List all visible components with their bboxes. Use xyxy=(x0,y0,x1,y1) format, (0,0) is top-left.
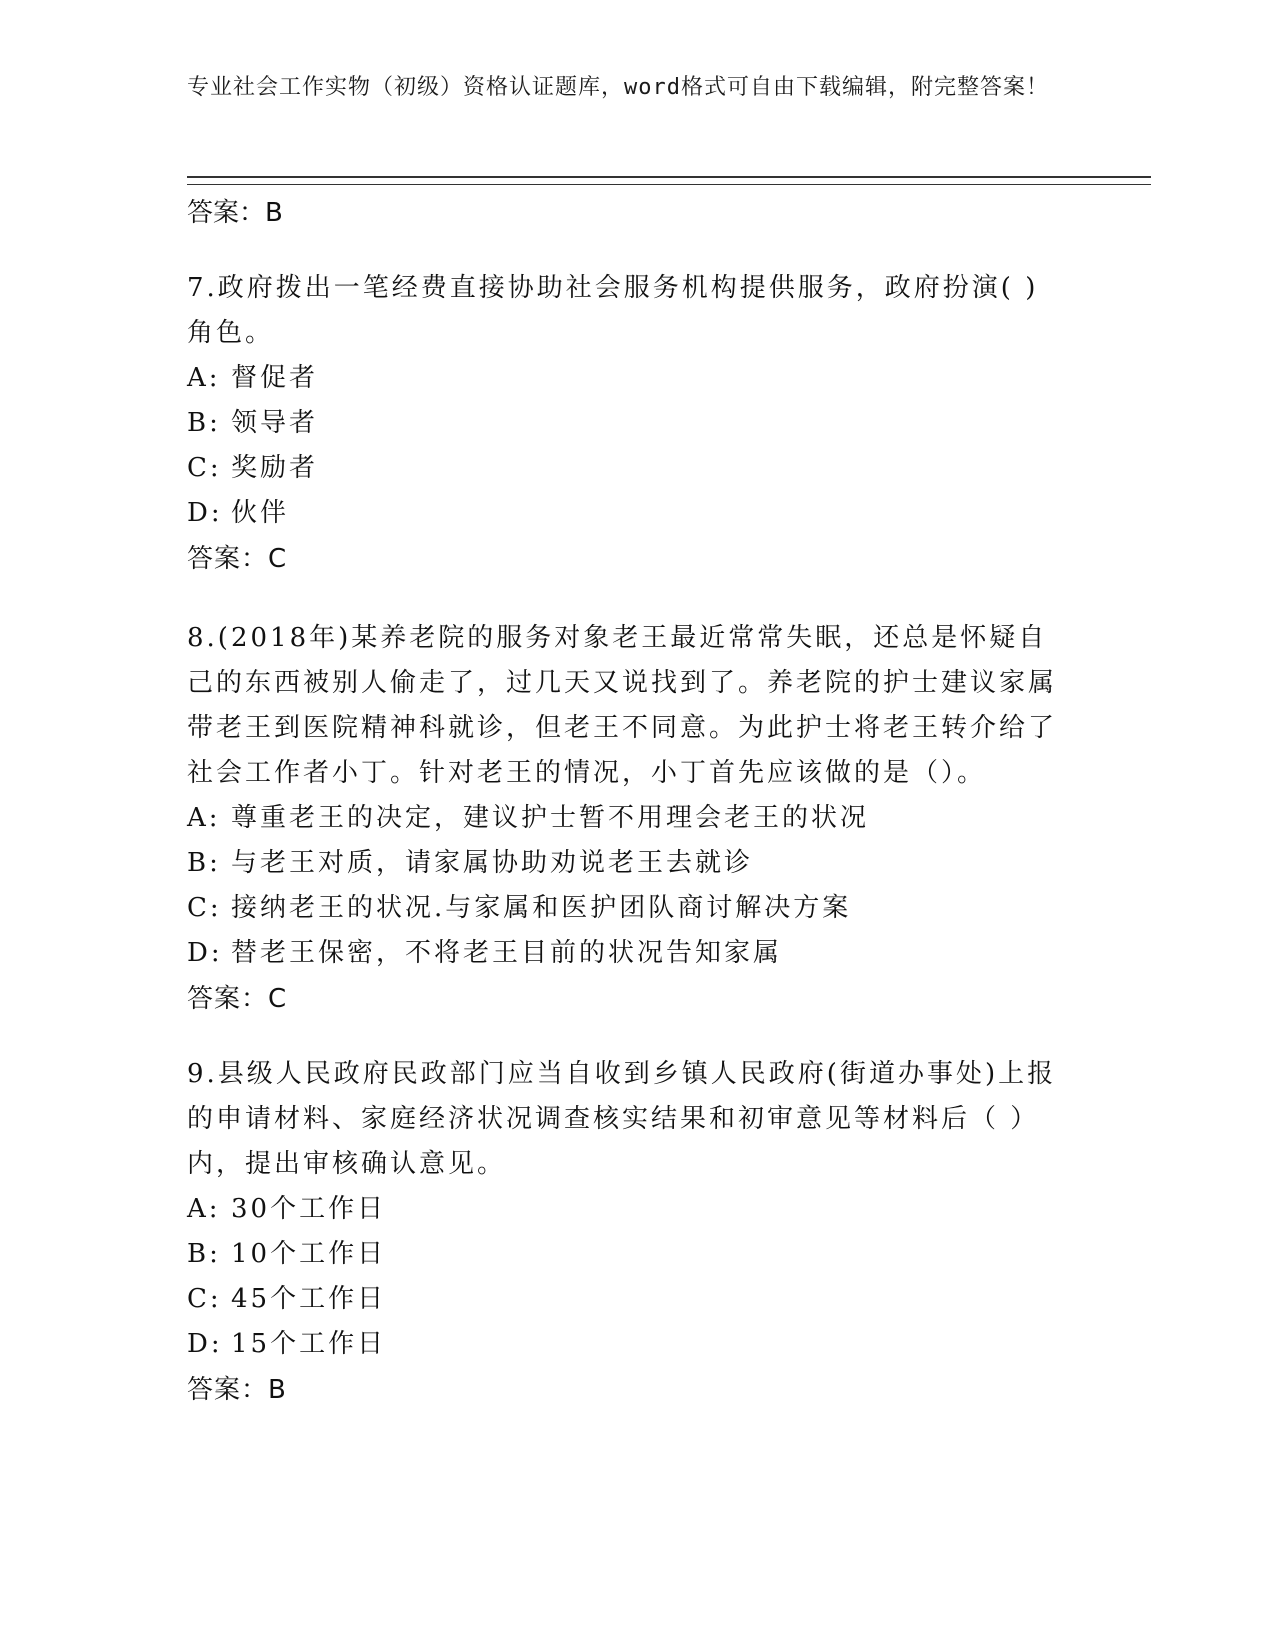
option-text: 接纳老王的状况.与家属和医护团队商讨解决方案 xyxy=(231,893,852,923)
option-key: D: xyxy=(187,498,223,528)
option-d xyxy=(187,931,1067,976)
header-divider xyxy=(187,176,1151,185)
option-key: B: xyxy=(187,1239,221,1269)
header-text: 专业社会工作实物（初级）资格认证题库，word格式可自由下载编辑，附完整答案！ xyxy=(187,75,1049,100)
option-text: 替老王保密，不将老王目前的状况告知家属 xyxy=(231,938,783,968)
answer-line: 答案：B xyxy=(187,1375,287,1405)
option-b xyxy=(187,1232,1067,1277)
page-header xyxy=(187,72,1067,104)
option-a xyxy=(187,1187,1067,1232)
option-a xyxy=(187,356,1067,401)
option-text: 45个工作日 xyxy=(231,1284,387,1314)
question-9 xyxy=(187,1052,1067,1413)
question-stem: 8.(2018年)某养老院的服务对象老王最近常常失眠，还总是怀疑自己的东西被别人偷走了，过几天又说找到了。养老院的护士建议家属带老王到医院精神科就诊，但老王不同意。为此护士将老王转介给了社会工作者小丁。针对老王的情况，小丁首先应该做的是（）。 xyxy=(187,623,1058,788)
option-c xyxy=(187,446,1067,491)
option-text: 与老王对质，请家属协助劝说老王去就诊 xyxy=(231,848,754,878)
option-text: 伙伴 xyxy=(231,498,290,528)
option-key: B: xyxy=(187,848,221,878)
option-d xyxy=(187,1322,1067,1367)
option-key: B: xyxy=(187,408,221,438)
option-key: C: xyxy=(187,1284,222,1314)
question-stem: 7.政府拨出一笔经费直接协助社会服务机构提供服务，政府扮演( )角色。 xyxy=(187,273,1039,348)
option-text: 15个工作日 xyxy=(231,1329,387,1359)
answer-line: 答案：B xyxy=(187,198,283,228)
question-stem: 9.县级人民政府民政部门应当自收到乡镇人民政府(街道办事处)上报的申请材料、家庭经济状况调查核实结果和初审意见等材料后（ ）内，提出审核确认意见。 xyxy=(187,1059,1057,1179)
option-b xyxy=(187,841,1067,886)
option-text: 奖励者 xyxy=(231,453,319,483)
option-c xyxy=(187,1277,1067,1322)
option-d xyxy=(187,491,1067,536)
option-key: D: xyxy=(187,1329,223,1359)
option-a xyxy=(187,796,1067,841)
option-b xyxy=(187,401,1067,446)
question-8 xyxy=(187,616,1067,1022)
option-text: 30个工作日 xyxy=(231,1194,387,1224)
option-key: A: xyxy=(187,1194,221,1224)
answer-line: 答案：C xyxy=(187,544,288,574)
option-c xyxy=(187,886,1067,931)
option-key: C: xyxy=(187,893,222,923)
option-text: 10个工作日 xyxy=(231,1239,387,1269)
option-key: A: xyxy=(187,803,221,833)
option-text: 领导者 xyxy=(231,408,319,438)
question-7 xyxy=(187,266,1067,582)
option-key: D: xyxy=(187,938,223,968)
option-key: C: xyxy=(187,453,222,483)
option-text: 尊重老王的决定，建议护士暂不用理会老王的状况 xyxy=(231,803,870,833)
option-text: 督促者 xyxy=(231,363,319,393)
answer-line: 答案：C xyxy=(187,984,288,1014)
option-key: A: xyxy=(187,363,221,393)
